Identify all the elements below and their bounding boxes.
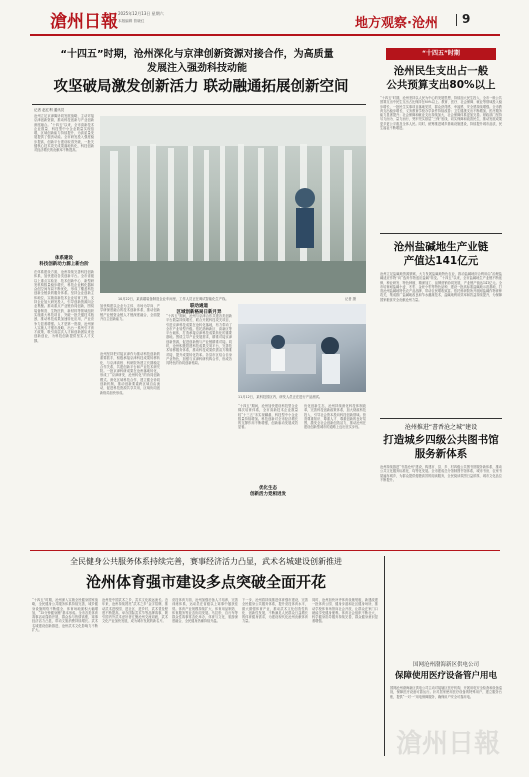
- lead-subhead-3: [238, 486, 298, 498]
- lead-kicker-line2: 发展注入强劲科技动能: [147, 63, 247, 74]
- lead-subhead-1: [34, 256, 94, 268]
- bottom-col-5: 同时，沧州加快补齐体育设施短板，新建改建一批体育公园、健身步道和社区健身场所，推动学校体育场馆向社会开放，让群众在家门口就能享受健身便利。体育社会组织不断壮大，科学健身指导服务持续完善，群众健身意识显著增强。: [312, 598, 378, 624]
- bottom-kicker: 全民健身公共服务体系持续完善，赛事经济活力凸显，武术名城建设创新推进: [70, 557, 342, 566]
- right-tag-text: “十四五”时期: [422, 50, 460, 57]
- bottom-col-1: “十四五”时期，沧州深入实施全民健身国家战略，全民健身公共服务体系持续完善，城乡健身设施网络不断健全，体育场地面积大幅增加，“15分钟健身圈”基本形成。全市各类体育赛事活动蓬勃开展，群众参与热情高涨，赛事经济活力凸显，带动文旅消费持续增长。武术名城建设创新推进，沧州武术文化影响力不断扩大。: [32, 598, 98, 633]
- bottom-col-3: 竞技体育方面，沧州加强后备人才培养，完善训练体系，运动员在省级以上赛事中屡获佳绩。体育产业规模持续扩大，体育用品制造、体育服务等业态协同发展。马拉松、自行车等群众性赛事常态化举办，体育与文化、旅游深度融合，全民健身热潮持续升温。: [172, 598, 238, 624]
- newspaper-logo-glyphs: 滄州日報: [50, 12, 118, 32]
- lead-photo-factory: [100, 116, 366, 293]
- lead-subhead-3-line2: 创新活力竞相迸发: [250, 492, 286, 497]
- right-article-2-title-line2: 产值达141亿元: [403, 255, 479, 267]
- lead-subhead-1-line2: 科技创新动力源上新台阶: [39, 262, 89, 267]
- right-article-1-title: [380, 64, 502, 92]
- right-article-3-body: 沧州持续推进“书香沧州”建设，构建市、县、乡、村四级公共图书馆服务新体系，推动公共文化服务标准化、均等化发展。全市建成总分馆制图书馆体系，城市书房、农家书屋遍布城乡，为群众提供便捷高效的阅读服务，全民阅读氛围日益浓厚，城市文化品位不断提升。: [380, 465, 502, 482]
- lead-column-4: “十四五”期间，沧州加快建设科技型企业梯次培育体系，全市高新技术企业数量较“十三五”末实现翻番，科技型中小企业数量持续增加。科技创新对全市经济增长的支撑作用不断增强，创新驱动发展成效显著。: [238, 404, 298, 430]
- right-article-1-body: “十四五”时期，沧州坚持以人民为中心的发展思想，持续加大民生投入，全市一般公共预算支出中民生支出占比保持在80%以上。教育、医疗、社会保障、就业等领域投入稳步增长，一批民生实事项目落地见效，群众获得感、幸福感、安全感持续增强。全市教育支出稳步增长，义务教育学校办学条件持续改善；卫生健康支出不断增加，医疗服务能力显著提升；社会保障和就业支出持续加大，社会保障体系更加完善。财政部门坚持尽力而为、量力而行，兜牢兜实基层“三保”底线，切实保障和改善民生，推动发展成果更多更公平惠及全体人民。同时，统筹推进城乡基础设施建设，持续提升城市品质，民生福祉不断增进。: [380, 96, 502, 131]
- right-article-1-title-line1: 沧州民生支出占一般: [393, 65, 489, 77]
- masthead-rule: [30, 34, 500, 36]
- right-article-3-title-line1: 打造城乡四级公共图书馆: [383, 434, 499, 446]
- newspaper-watermark: [392, 722, 502, 762]
- lead-column-2-bottom: 沧州坚持把对接京津作为推动科技创新的重要抓手，积极承接京津科技成果转移转化，与京津高校、科研院所建立长期稳定合作关系，共建创新平台和产业技术研究院。一批京津科研成果在沧州落地转化，形成了“京津研发、沧州转化”的协同创新模式。深化区域科技合作，建立健全协同创新机制，推动创新要素跨区域自由流动，促进科技资源共享共用，区域协同创新格局加快形成。: [100, 352, 160, 395]
- bottom-headline: 沧州体育强市建设多点突破全面开花: [85, 573, 326, 591]
- lead-subhead-1-line1: 体系建设: [55, 256, 73, 261]
- section-title: 地方观察·沧州: [355, 16, 438, 31]
- lead-column-3: “十四五”期间，沧州与京津合作共建各类创新平台数量持续增长，联合开展科技攻关项目，引进京津科技成果在沧转化落地，有力带动了全市产业转型升级。依托渤海新区、高新区等平台载体，打造承接京津科技成果转化的重要基地。围绕主导产业发展需求，精准对接京津创新资源，促进创新链与产业链精准对接。同时，沧州积极搭建科技成果交易平台，完善技术转移服务体系，推动科技成果供需双方精准对接，提升成果转化效率。各县市区结合自身产业特色，加强与京津科研机构合作，形成各具特色的协同创新格局。: [166, 314, 232, 366]
- right-article-3-kicker: 沧州推进“書香沧之城”建设: [404, 424, 478, 431]
- right-tag: [386, 48, 496, 60]
- lead-column-2-top: 加快构建以企业为主体、市场为导向、产学研深度融合的技术创新体系，推动创新链产业链资金链人才链深度融合，全面提升自主创新能力。: [100, 304, 160, 321]
- bottom-vertical-divider: [384, 556, 385, 756]
- page-number-divider: [456, 14, 457, 26]
- lead-photo-caption-2: 11月12日，某科技园区内，研发人员正在进行产品测试。: [238, 395, 323, 399]
- bottom-right-body: 国网沧州渤海新区供电公司主动对接辖区医疗机构，开展用电安全检查和设备巡视，保障医疗设备可靠运行。针对居家使用医疗设备的特殊用户，建立服务台账，提供“一对一”用电保障服务，确保用户安全可靠用电。: [390, 686, 502, 699]
- bottom-right-kicker: 国网沧州渤海新区供电公司: [412, 662, 479, 668]
- newspaper-watermark-glyphs: 滄州日報: [396, 729, 501, 759]
- right-divider-1: [380, 233, 502, 234]
- bottom-top-rule: [30, 550, 500, 551]
- right-divider-2: [380, 418, 502, 419]
- bottom-col-4: 下一步，沧州将持续推进体育强市建设，完善全民健身公共服务体系，提升竞技体育水平，做大做强体育产业，推动武术文化创造性转化、创新性发展，不断满足人民群众日益增长的体育健身需求，为建设现代化沧州贡献体育力量。: [242, 598, 308, 624]
- lead-kicker: [32, 48, 362, 76]
- right-article-3-title: [380, 433, 502, 461]
- page-number: 9: [462, 12, 471, 26]
- lead-photo-credit-1: 记者 摄: [345, 297, 356, 301]
- right-article-1-title-line2: 公共预算支出80%以上: [386, 79, 496, 91]
- lead-column-5: 优化创新生态，沧州持续深化科技体制改革，完善科技创新政策体系，加大财政科技投入，引导社会资本投向科技创新领域。营造尊重知识、尊重人才、尊重创新的良好氛围，激发全社会创新创造活力，推动沧州在建设创新型城市的道路上迈出坚实步伐。: [304, 404, 366, 430]
- issue-editor: 本版编辑 曾晓红: [118, 19, 145, 23]
- lead-subhead-2-line2: 区域创新格局日新月异: [176, 310, 222, 315]
- lead-column-1-top: 沧州立足京津冀协同发展战略，主动对接京津创新资源，推动科技创新与产业创新深度融合。“十四五”以来，全市高新技术企业数量、科技型中小企业数量实现倍增，区域创新能力持续提升，为高质量发展提供了强劲动能。全市研发投入强度稳步提高，创新平台建设取得突破，一批关键核心技术攻关成果落地转化，科技创新对经济增长的贡献率不断提高。: [34, 114, 94, 153]
- lead-byline: 记者 赵红利 通讯员: [34, 108, 65, 112]
- lead-subhead-2-line1: 联动通道: [190, 304, 208, 309]
- lead-headline: 攻坚破局激发创新活力 联动融通拓展创新空间: [53, 79, 349, 95]
- lead-photo-lab: [238, 304, 366, 392]
- issue-date: 2025年12月13日 星期六: [118, 11, 164, 16]
- lead-subhead-3-line1: 优化生态: [259, 486, 277, 491]
- bottom-col-2: 沧州是中国武术之乡，武术文化源远流长。近年来，沧州持续擦亮“武术之乡”金字招牌，推动武术进校园、进社区、进乡村，武术普及程度不断提高。举办国际武术节等品牌赛事，吸引国内外武术爱好者汇聚沧州交流切磋，武术文化产业加快发展，成为城市发展的新名片。: [102, 598, 168, 624]
- bottom-right-headline: 保障使用医疗设备管户用电: [394, 671, 497, 681]
- lead-column-1-bottom: 在体系建设方面，沧州持续完善科技创新体系，加快建设各类创新平台。全市省级以上重点实验室、技术创新中心、新型研发机构数量稳步增长，科技企业孵化器和众创空间布局不断优化，形成了覆盖科技创新全链条的服务体系。坚持企业创新主体地位，实施高新技术企业培育工程，支持企业加大研发投入，引导创新资源向企业集聚。推动重点产业链协同创新，围绕装备制造、生物医药、新材料等领域组织实施重大科技项目，突破一批关键技术瓶颈，推动科技成果加速转化应用，产业竞争力显著增强。人才是第一资源，沧州深入实施人才强市战略，出台一系列引才育才政策，吸引高层次人才和创新团队来沧创新创业，为科技创新提供坚实人才支撑。: [34, 270, 94, 343]
- right-article-2-body: 沧州立足盐碱地资源禀赋，大力发展盐碱地特色农业，推动盐碱地综合利用由“治理盐碱适应作物”向“选育作物适应盐碱”转变。“十四五”以来，全市盐碱地生产业链不断延伸，种业研发、特色种植、精深加工、品牌营销协同发展，产业链产值达141亿元。全市培育耐盐碱小麦、冬枣、金丝小枣等特色品种，建设一批高标准盐碱地示范基地，打造沧州盐碱地特色农产品品牌，带动农民增收致富。依托科研院所开展耐盐碱作物育种攻关，集成推广盐碱地改良和节水灌溉技术，盐碱地利用效率和效益持续提升，为保障国家粮食安全贡献沧州力量。: [380, 272, 502, 302]
- lead-kicker-line1: “十四五”时期，沧州深化与京津创新资源对接合作，为高质量: [60, 49, 334, 60]
- masthead: [0, 0, 529, 40]
- lead-photo-caption-1: 10月22日，某高端装备制造企业车间里，工作人员正在调试智能化生产线。: [118, 297, 229, 301]
- right-article-2-title: [380, 240, 502, 268]
- newspaper-logo: [48, 10, 118, 32]
- lead-headline-rule: [32, 104, 366, 105]
- right-article-3-title-line2: 服务新体系: [414, 448, 468, 460]
- right-article-2-title-line1: 沧州盐碱地生产业链: [393, 241, 489, 253]
